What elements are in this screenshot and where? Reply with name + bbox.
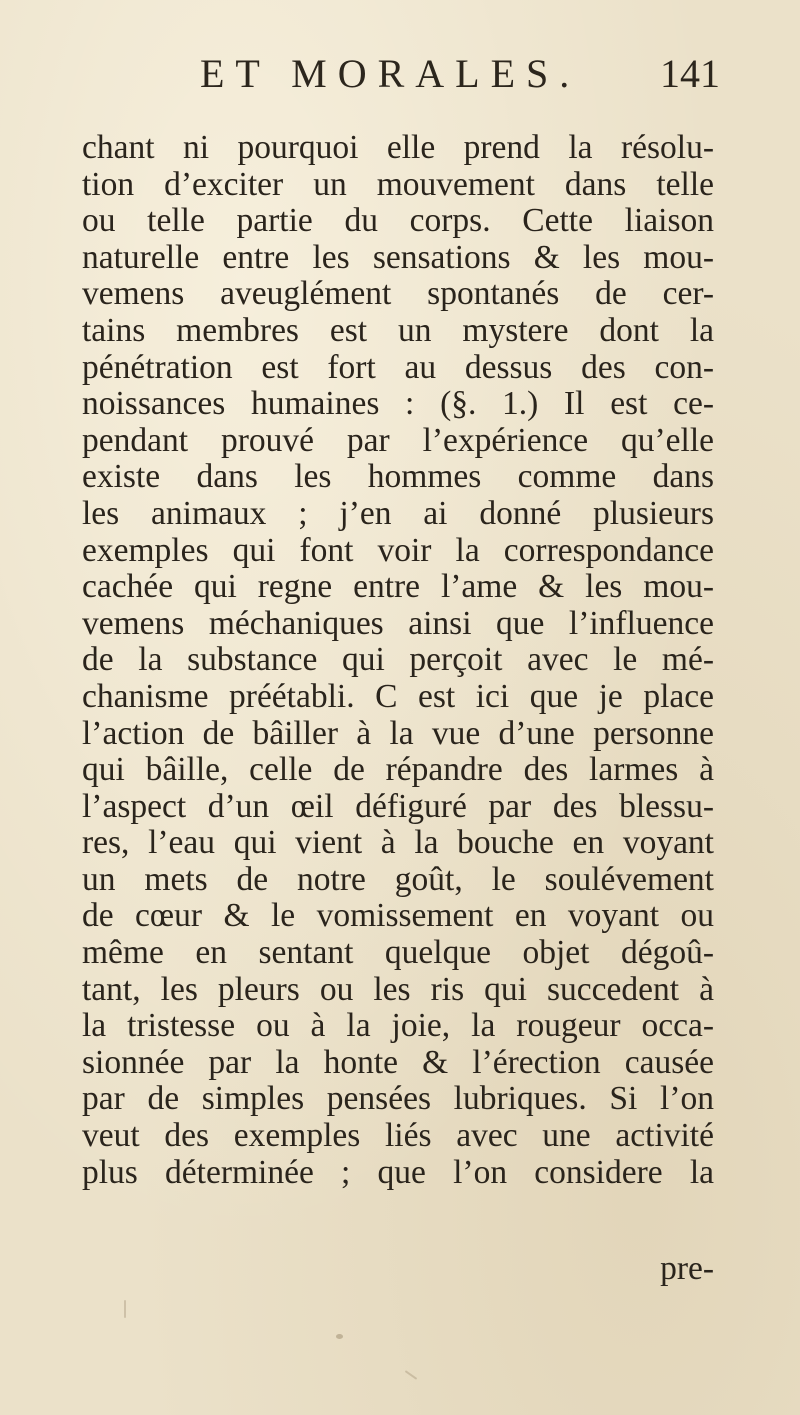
text-line: chant ni pourquoi elle prend la résolu-: [82, 129, 714, 166]
text-line: exemples qui font voir la correspondance: [82, 531, 714, 569]
text-line: vemens aveuglément spontanés de cer-: [82, 275, 714, 313]
text-line: même en sentant quelque objet dégoû-: [82, 934, 714, 972]
body-text: [82, 130, 714, 1191]
text-line: veut des exemples liés avec une activité: [82, 1117, 714, 1155]
text-line: existe dans les hommes comme dans: [82, 458, 714, 496]
text-line: de la substance qui perçoit avec le mé-: [82, 641, 714, 679]
text-line: qui bâille, celle de répandre des larmes à: [82, 751, 714, 789]
text-line: ou telle partie du corps. Cette liaison: [82, 202, 714, 240]
text-line: chanisme préétabli. C est ici que je place: [82, 677, 714, 715]
running-title: ET MORALES.: [200, 51, 581, 96]
text-line: un mets de notre goût, le soulévement: [82, 860, 714, 898]
text-line: les animaux ; j’en ai donné plusieurs: [82, 494, 714, 532]
text-line: la tristesse ou à la joie, la rougeur occa-: [82, 1007, 714, 1045]
text-line: naturelle entre les sensations & les mou-: [82, 238, 714, 276]
text-line: pénétration est fort au dessus des con-: [82, 348, 714, 386]
text-line: pendant prouvé par l’expérience qu’elle: [82, 421, 714, 459]
catchword: pre-: [660, 1250, 714, 1287]
ink-speck: [124, 1300, 126, 1318]
text-line: l’action de bâiller à la vue d’une personne: [82, 714, 714, 752]
text-line: tion d’exciter un mouvement dans telle: [82, 165, 714, 203]
text-line: noissances humaines : (§. 1.) Il est ce-: [82, 385, 714, 423]
page-header: [200, 50, 720, 110]
text-line: cachée qui regne entre l’ame & les mou-: [82, 568, 714, 606]
text-line: l’aspect d’un œil défiguré par des blessu-: [82, 787, 714, 825]
text-line: par de simples pensées lubriques. Si l’on: [82, 1080, 714, 1118]
text-line: de cœur & le vomissement en voyant ou: [82, 897, 714, 935]
ink-speck: [405, 1370, 418, 1380]
page-number: 141: [660, 51, 720, 96]
text-line: sionnée par la honte & l’érection causée: [82, 1043, 714, 1081]
ink-speck: [336, 1334, 343, 1339]
text-line: tant, les pleurs ou les ris qui succedent à: [82, 970, 714, 1008]
text-line: tains membres est un mystere dont la: [82, 311, 714, 349]
text-line: res, l’eau qui vient à la bouche en voyant: [82, 824, 714, 862]
text-line: plus déterminée ; que l’on considere la: [82, 1153, 714, 1191]
text-line: vemens méchaniques ainsi que l’influence: [82, 604, 714, 642]
